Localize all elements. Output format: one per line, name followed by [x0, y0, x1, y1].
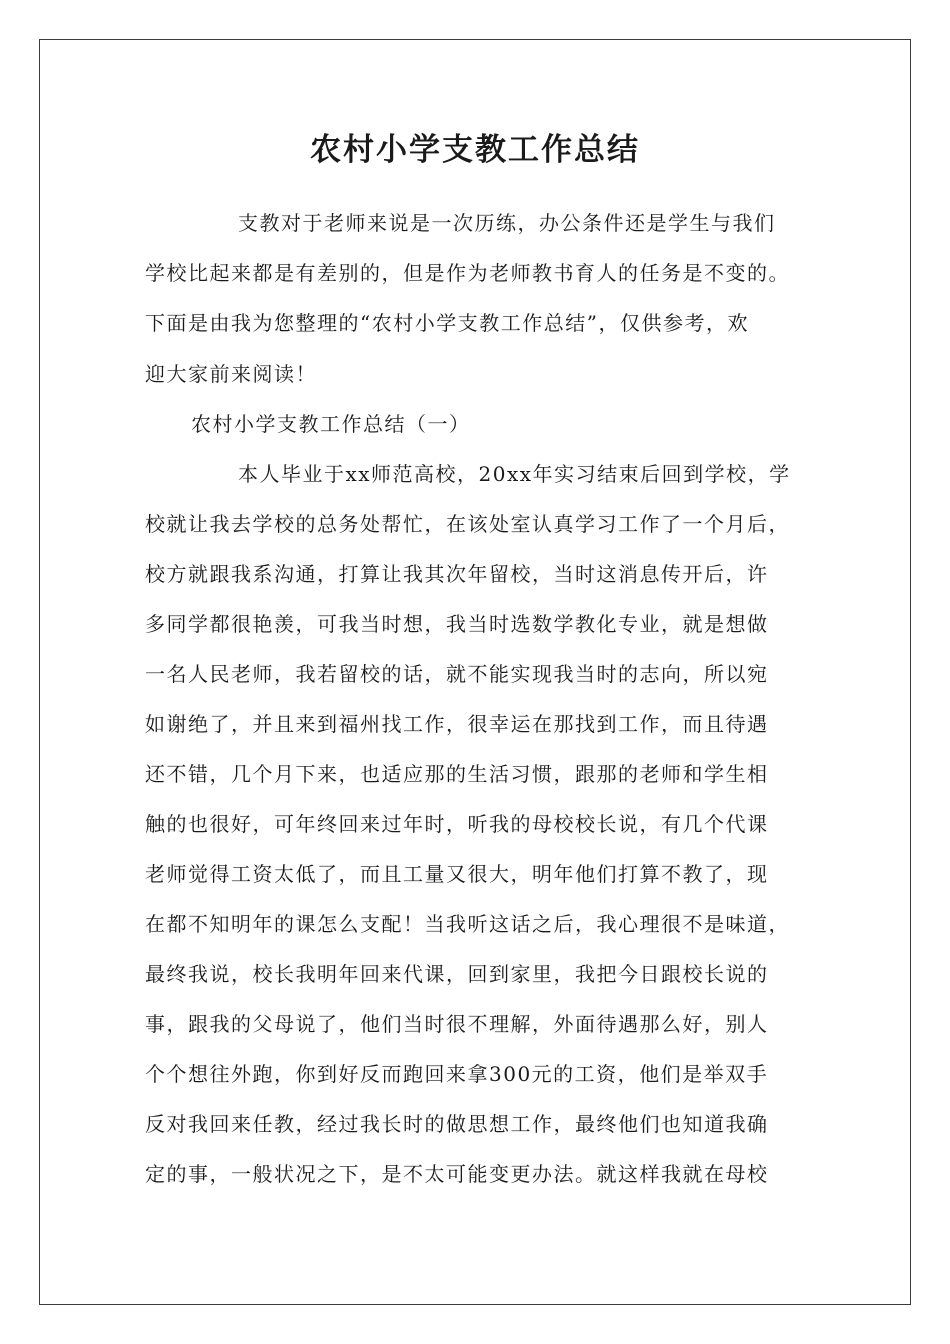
intro-line-1: 支教对于老师来说是一次历练，办公条件还是学生与我们	[238, 211, 776, 235]
body-line-15: 定的事，一般状况之下，是不太可能变更办法。就这样我就在母校	[145, 1162, 769, 1186]
body-line-14: 反对我回来任教，经过我长时的做思想工作，最终他们也知道我确	[145, 1112, 769, 1136]
intro-line-4: 迎大家前来阅读！	[145, 362, 317, 386]
body-line-11: 最终我说，校长我明年回来代课，回到家里，我把今日跟校长说的	[145, 962, 769, 986]
body-line-5: 一名人民老师，我若留校的话，就不能实现我当时的志向，所以宛	[145, 662, 769, 686]
body-line-3: 校方就跟我系沟通，打算让我其次年留校，当时这消息传开后，许	[145, 562, 769, 586]
body-line-8: 触的也很好，可年终回来过年时，听我的母校校长说，有几个代课	[145, 812, 769, 836]
body-line-2: 校就让我去学校的总务处帮忙，在该处室认真学习工作了一个月后，	[145, 512, 790, 536]
body-line-9: 老师觉得工资太低了，而且工量又很大，明年他们打算不教了，现	[145, 862, 769, 886]
body-line-4: 多同学都很艳羡，可我当时想，我当时选数学教化专业，就是想做	[145, 612, 769, 636]
body-line-1: 本人毕业于xx师范高校，20xx年实习结束后回到学校，学	[238, 462, 791, 486]
intro-line-2: 学校比起来都是有差别的，但是作为老师教书育人的任务是不变的。	[145, 261, 790, 285]
document-title: 农村小学支教工作总结	[310, 132, 640, 168]
intro-line-3: 下面是由我为您整理的“农村小学支教工作总结”，仅供参考，欢	[145, 311, 749, 335]
section-heading: 农村小学支教工作总结（一）	[191, 412, 471, 436]
body-line-12: 事，跟我的父母说了，他们当时很不理解，外面待遇那么好，别人	[145, 1012, 769, 1036]
body-line-7: 还不错，几个月下来，也适应那的生活习惯，跟那的老师和学生相	[145, 762, 769, 786]
body-line-13: 个个想往外跑，你到好反而跑回来拿300元的工资，他们是举双手	[145, 1062, 769, 1086]
body-line-10: 在都不知明年的课怎么支配！当我听这话之后，我心理很不是味道，	[145, 912, 790, 936]
body-line-6: 如谢绝了，并且来到福州找工作，很幸运在那找到工作，而且待遇	[145, 712, 769, 736]
